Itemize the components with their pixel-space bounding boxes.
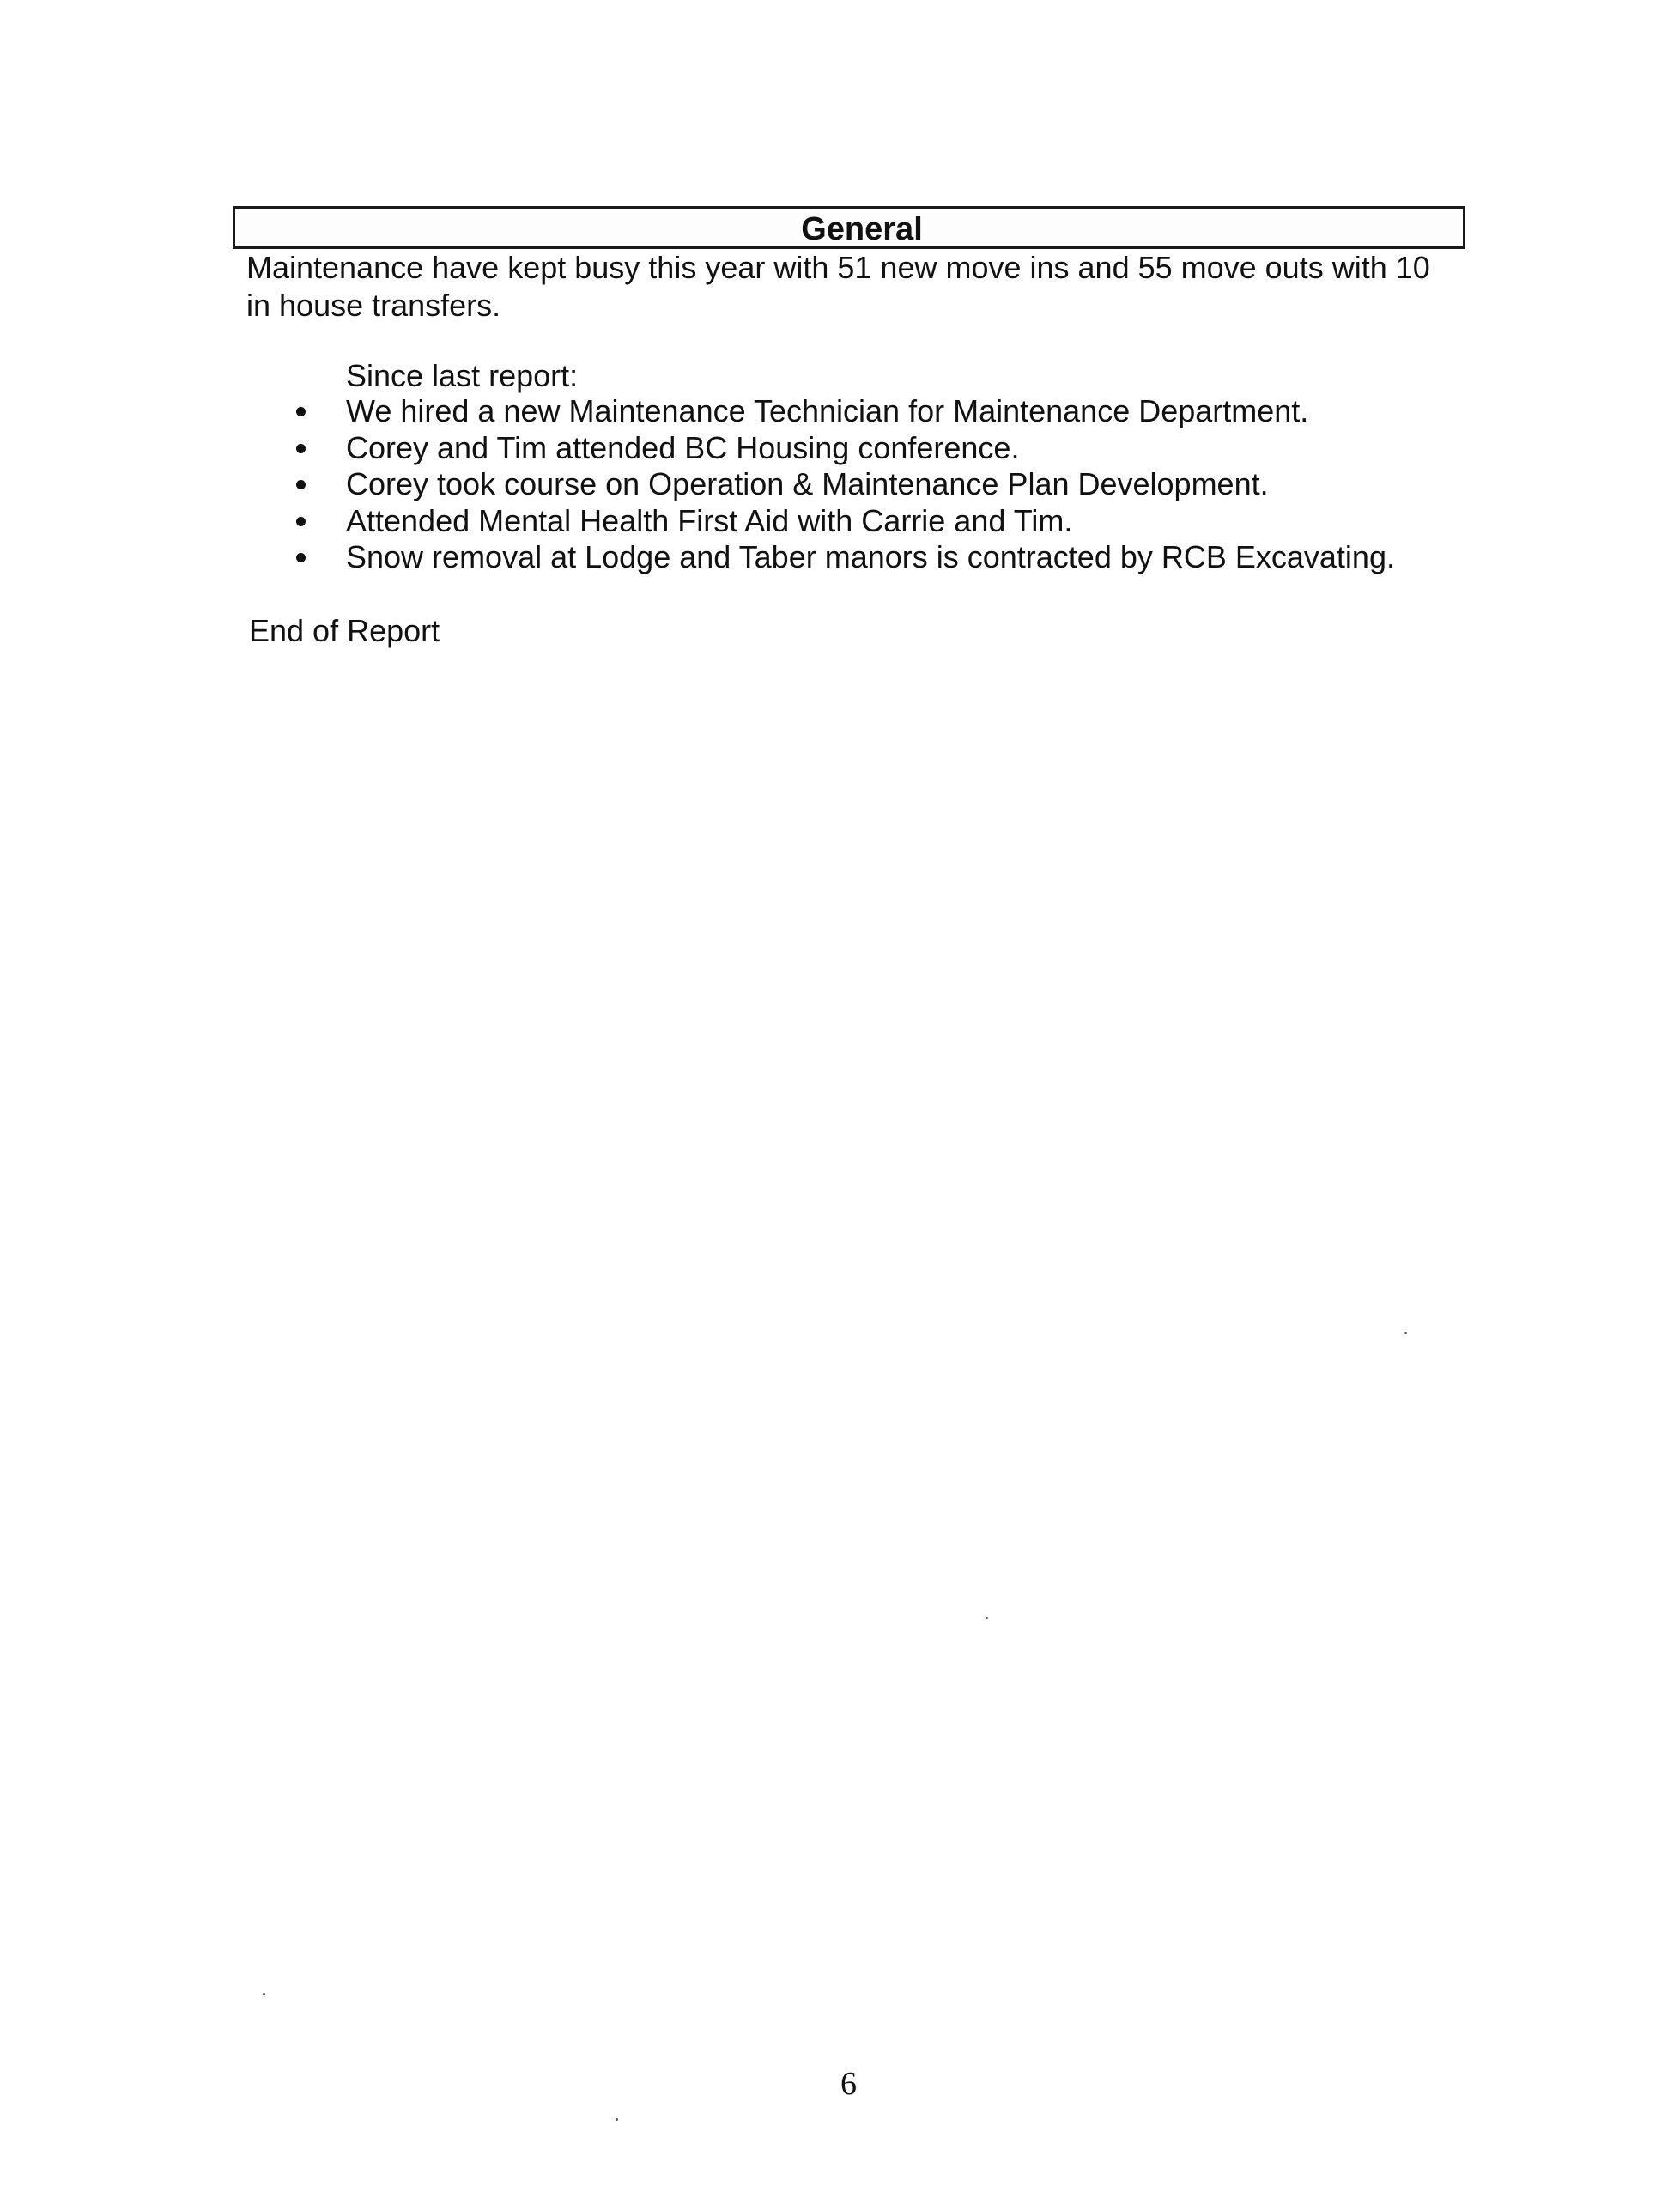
- end-of-report-label: End of Report: [249, 613, 440, 648]
- scan-speck: [1404, 1332, 1407, 1334]
- list-item-text: Attended Mental Health First Aid with Carrie and Tim.: [346, 502, 1073, 538]
- bullet-icon: [296, 444, 306, 453]
- intro-line-1: Maintenance have kept busy this year with 51 new move ins and 55 move outs with 10: [246, 250, 1430, 285]
- since-last-report-label: Since last report:: [346, 358, 579, 393]
- list-item: [296, 466, 1395, 503]
- scan-speck: [616, 2118, 618, 2121]
- scan-speck: [263, 1993, 265, 1995]
- bullet-icon: [296, 480, 306, 489]
- list-item-text: Snow removal at Lodge and Taber manors is contracted by RCB Excavating.: [346, 539, 1395, 574]
- page-number: 6: [840, 2066, 857, 2102]
- scan-speck: [986, 1617, 988, 1619]
- intro-paragraph: [246, 249, 1430, 325]
- list-item: [296, 393, 1395, 430]
- list-item-text: Corey and Tim attended BC Housing conference.: [346, 429, 1020, 465]
- bullet-icon: [296, 517, 306, 526]
- list-item: [296, 503, 1395, 540]
- section-header-box: [233, 206, 1465, 249]
- list-item-text: Corey took course on Operation & Maintenance Plan Development.: [346, 466, 1269, 501]
- list-item-text: We hired a new Maintenance Technician for Maintenance Department.: [346, 393, 1309, 428]
- updates-bullet-list: [296, 393, 1395, 576]
- list-item: [296, 430, 1395, 467]
- bullet-icon: [296, 553, 306, 562]
- intro-line-2: in house transfers.: [246, 288, 501, 323]
- bullet-icon: [296, 407, 306, 416]
- section-title: General: [801, 211, 923, 247]
- list-item: [296, 539, 1395, 576]
